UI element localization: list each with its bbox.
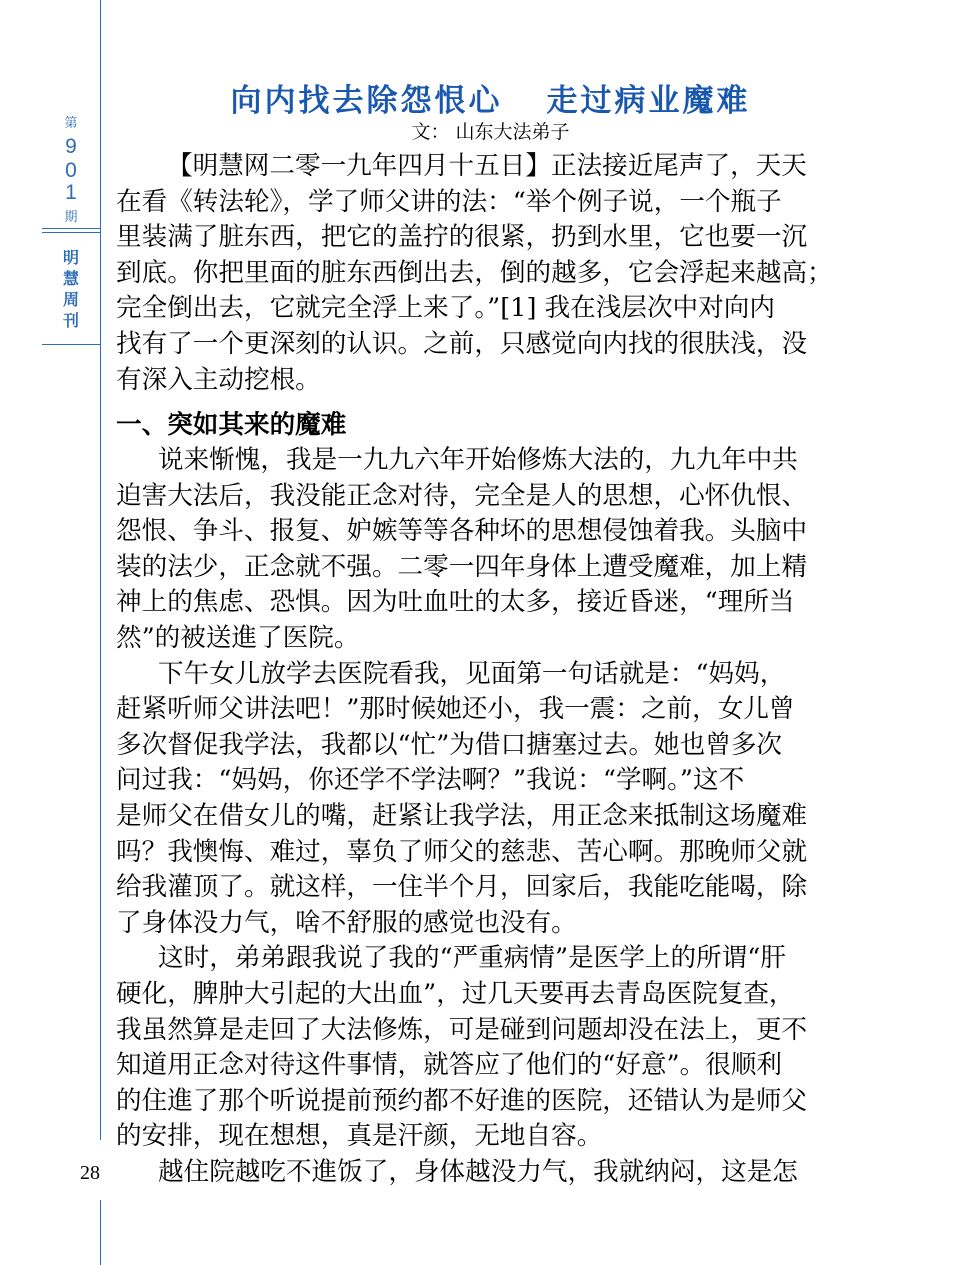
text-line: 了身体没力气，啥不舒服的感觉也没有。 (116, 907, 577, 938)
page-number: 28 (80, 1162, 100, 1184)
issue-digit-1: 9 (65, 135, 77, 158)
magazine-char-2: 慧 (62, 269, 79, 288)
issue-prefix: 第 (64, 116, 78, 131)
text-line: 有深入主动挖根。 (116, 364, 321, 395)
section-heading: 一、突如其来的魔难 (116, 410, 347, 440)
text-line: 下午女儿放学去医院看我，见面第一句话就是：“妈妈， (158, 658, 786, 689)
issue-digit-2: 0 (65, 159, 77, 182)
magazine-char-4: 刊 (62, 311, 79, 330)
magazine-char-1: 明 (62, 248, 79, 267)
body-text (116, 443, 864, 1190)
issue-suffix: 期 (64, 210, 78, 225)
text-line: 多次督促我学法，我都以“忙”为借口搪塞过去。她也曾多次 (116, 729, 783, 760)
text-line: 神上的焦虑、恐惧。因为吐血吐的太多，接近昏迷，“理所当 (116, 587, 795, 618)
text-line: 装的法少，正念就不强。二零一四年身体上遭受魔难，加上精 (116, 551, 808, 582)
text-line: 是师父在借女儿的嘴，赶紧让我学法，用正念来抵制这场魔难 (116, 800, 808, 831)
text-line: 迫害大法后，我没能正念对待，完全是人的思想，心怀仇恨、 (116, 480, 808, 511)
text-line: 【明慧网二零一九年四月十五日】正法接近尾声了，天天 (167, 151, 807, 181)
text-line: 这时，弟弟跟我说了我的“严重病情”是医学上的所谓“肝 (158, 943, 786, 974)
text-line: 的住進了那个听说提前预约都不好進的医院，还错认为是师父 (116, 1085, 808, 1116)
issue-digit-3: 1 (65, 181, 77, 204)
text-line: 硬化，脾肿大引起的大出血”，过几天要再去青岛医院复查， (116, 978, 795, 1009)
title-part-2: 走过病业魔难 (546, 83, 751, 119)
text-line: 吗？我懊悔、难过，辜负了师父的慈悲、苦心啊。那晚师父就 (116, 836, 808, 867)
text-line: 的安排，现在想想，真是汗颜，无地自容。 (116, 1121, 603, 1152)
margin-rule (100, 0, 101, 1265)
text-line: 完全倒出去，它就完全浮上来了。”[1] 我在浅层次中对向内 (116, 293, 775, 324)
text-line: 里装满了脏东西，把它的盖拧的很紧，扔到水里，它也要一沉 (116, 222, 808, 253)
text-line: 怨恨、争斗、报复、妒嫉等等各种坏的思想侵蚀着我。头脑中 (116, 516, 808, 547)
magazine-char-3: 周 (62, 290, 79, 309)
text-line: 找有了一个更深刻的认识。之前，只感觉向内找的很肤浅，没 (116, 328, 808, 359)
byline: 文： 山东大法弟子 (411, 121, 570, 143)
text-line: 我虽然算是走回了大法修炼，可是碰到问题却没在法上，更不 (116, 1014, 808, 1045)
text-line: 越住院越吃不進饭了，身体越没力气，我就纳闷，这是怎 (158, 1156, 798, 1187)
text-line: 说来惭愧，我是一九九六年开始修炼大法的，九九年中共 (158, 445, 798, 475)
text-line: 问过我：“妈妈，你还学不学法啊？”我说：“学啊。”这不 (116, 765, 745, 796)
text-line: 赶紧听师父讲法吧！”那时候她还小，我一震：之前，女儿曾 (116, 694, 795, 725)
text-line: 在看《转法轮》，学了师父讲的法：“举个例子说，一个瓶子 (116, 186, 782, 217)
intro-paragraph (116, 149, 864, 398)
article-title (118, 75, 863, 120)
text-line: 知道用正念对待这件事情，就答应了他们的“好意”。很顺利 (116, 1050, 783, 1081)
issue-divider (42, 232, 100, 233)
text-line: 到底。你把里面的脏东西倒出去，倒的越多，它会浮起来越高； (116, 257, 833, 288)
text-line: 然”的被送進了医院。 (116, 622, 360, 653)
text-line: 给我灌顶了。就这样，一住半个月，回家后，我能吃能喝，除 (116, 872, 808, 903)
title-part-1: 向内找去除怨恨心 (230, 83, 503, 119)
